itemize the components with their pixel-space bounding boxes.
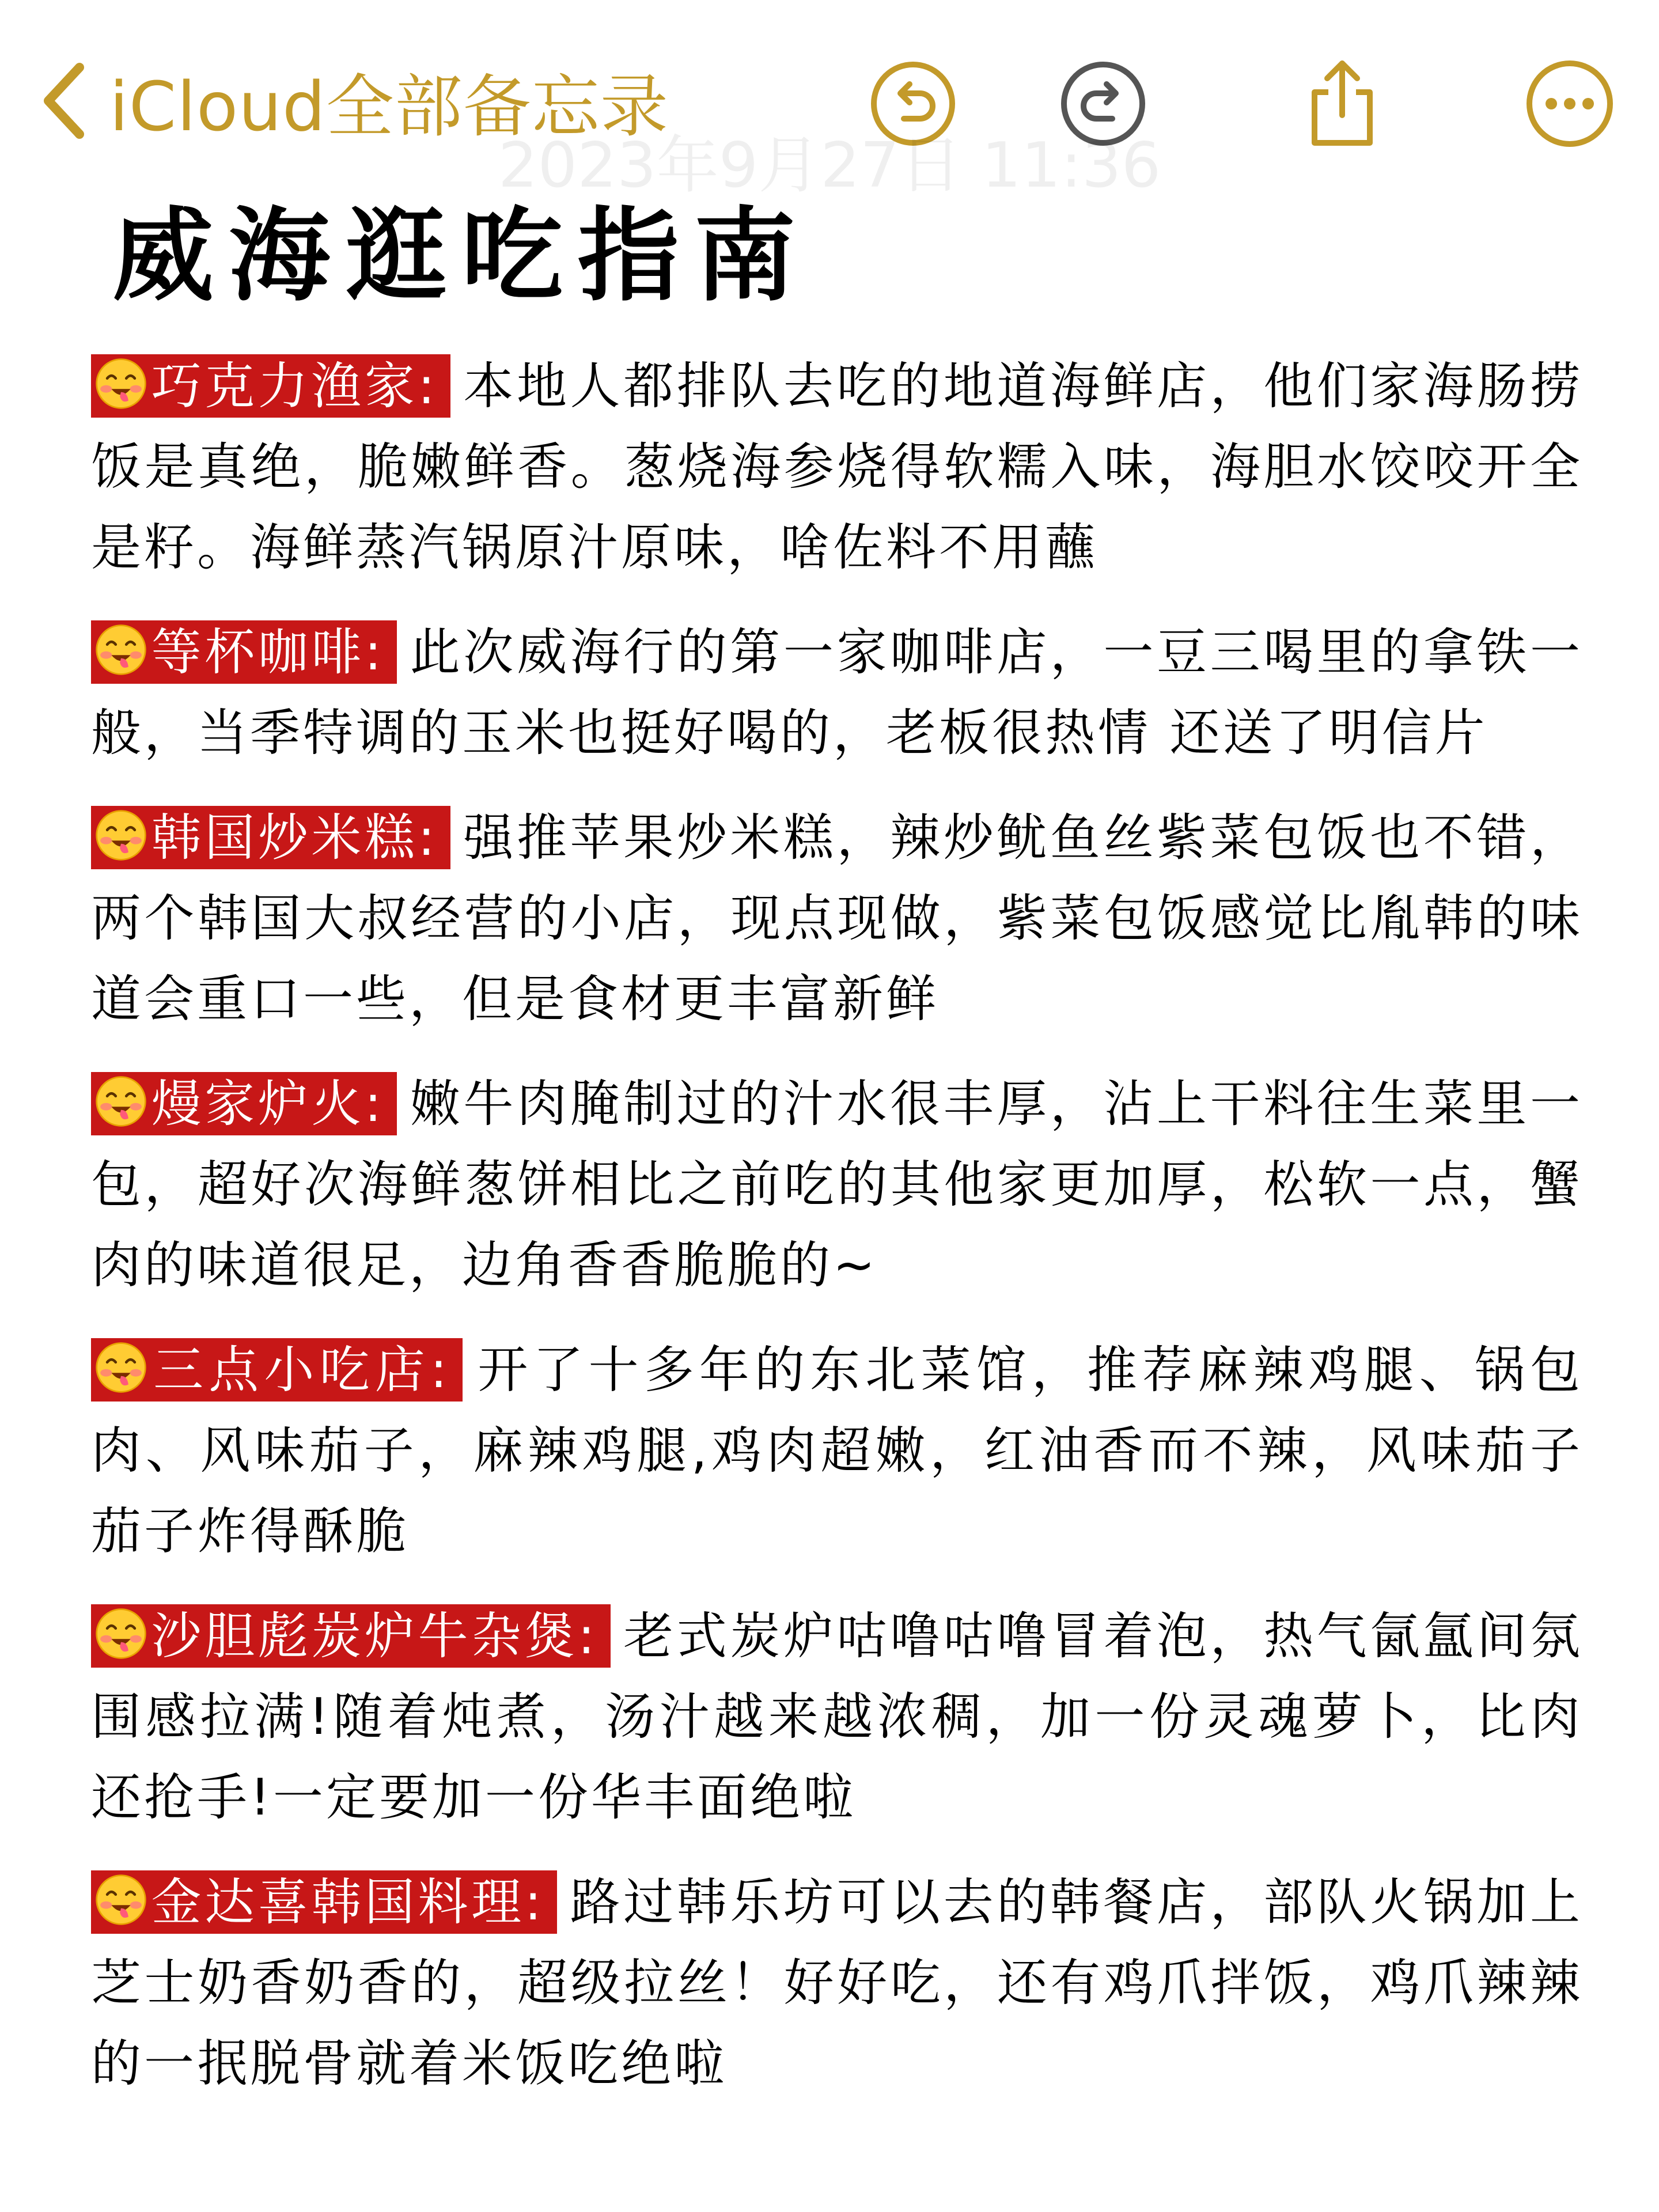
- note-date: 2023年9月27日 11:36: [498, 130, 1161, 202]
- restaurant-name: 等杯咖啡:: [151, 623, 385, 681]
- restaurant-label: [91, 1870, 557, 1934]
- restaurant-review: 此次威海行的第一家咖啡店，一豆三喝里的拿铁一般，当季特调的玉米也挺好喝的，老板很热情 还送了明信片: [91, 623, 1583, 762]
- restaurant-name: 沙胆彪炭炉牛杂煲:: [151, 1607, 598, 1665]
- restaurant-entry: [91, 346, 1583, 588]
- restaurant-review: 强推苹果炒米糕，辣炒鱿鱼丝紫菜包饭也不错，两个韩国大叔经营的小店，现点现做，紫菜包饭感觉比胤韩的味道会重口一些，但是食材更丰富新鲜: [91, 808, 1584, 1028]
- restaurant-name: 韩国炒米糕:: [151, 808, 438, 867]
- restaurant-entry: [91, 612, 1583, 773]
- restaurant-review: 本地人都排队去吃的地道海鲜店，他们家海肠捞饭是真绝，脆嫩鲜香。葱烧海参烧得软糯入味，海胆水饺咬开全是籽。海鲜蒸汽锅原汁原味，啥佐料不用蘸: [91, 357, 1584, 577]
- restaurant-entry: [91, 1063, 1583, 1305]
- restaurant-name: 熳家炉火:: [151, 1074, 385, 1133]
- restaurant-label: [91, 1072, 397, 1135]
- restaurant-name: 巧克力渔家:: [151, 357, 438, 415]
- smiling-face-icon: [94, 357, 147, 410]
- restaurant-label: [91, 806, 450, 869]
- smiling-face-icon: [94, 1075, 147, 1128]
- restaurant-review: 开了十多年的东北菜馆，推荐麻辣鸡腿、锅包肉、风味茄子，麻辣鸡腿,鸡肉超嫩，红油香而不辣，风味茄子茄子炸得酥脆: [91, 1340, 1584, 1560]
- back-label: iCloud全部备忘录: [109, 67, 669, 146]
- restaurant-entry: [91, 797, 1583, 1039]
- restaurant-name: 三点小吃店:: [151, 1340, 450, 1399]
- restaurant-name: 金达喜韩国料理:: [151, 1873, 544, 1931]
- restaurant-label: [91, 620, 397, 684]
- restaurant-entry: [91, 1862, 1583, 2104]
- restaurant-label: [91, 1604, 611, 1668]
- restaurant-label: [91, 354, 450, 418]
- restaurant-review: 老式炭炉咕噜咕噜冒着泡，热气氤氲间氛围感拉满!随着炖煮，汤汁越来越浓稠，加一份灵魂萝卜，比肉还抢手!一定要加一份华丰面绝啦: [91, 1607, 1584, 1827]
- restaurant-label: [91, 1338, 463, 1402]
- smiling-face-icon: [94, 809, 147, 862]
- restaurant-review: 嫩牛肉腌制过的汁水很丰厚，沾上干料往生菜里一包，超好次海鲜葱饼相比之前吃的其他家更加厚，松软一点，蟹肉的味道很足，边角香香脆脆的~: [91, 1074, 1583, 1294]
- smiling-face-icon: [94, 623, 147, 676]
- restaurant-review: 路过韩乐坊可以去的韩餐店，部队火锅加上芝士奶香奶香的，超级拉丝！好好吃，还有鸡爪拌饭，鸡爪辣辣的一抿脱骨就着米饭吃绝啦: [91, 1873, 1584, 2093]
- smiling-face-icon: [94, 1607, 147, 1660]
- note-body[interactable]: [91, 346, 1583, 2104]
- restaurant-entry: [91, 1330, 1583, 1571]
- navigation-bar: [0, 0, 1659, 202]
- note-title: 威海逛吃指南: [112, 197, 811, 315]
- smiling-face-icon: [94, 1341, 147, 1394]
- restaurant-entry: [91, 1596, 1583, 1838]
- smiling-face-icon: [94, 1873, 147, 1926]
